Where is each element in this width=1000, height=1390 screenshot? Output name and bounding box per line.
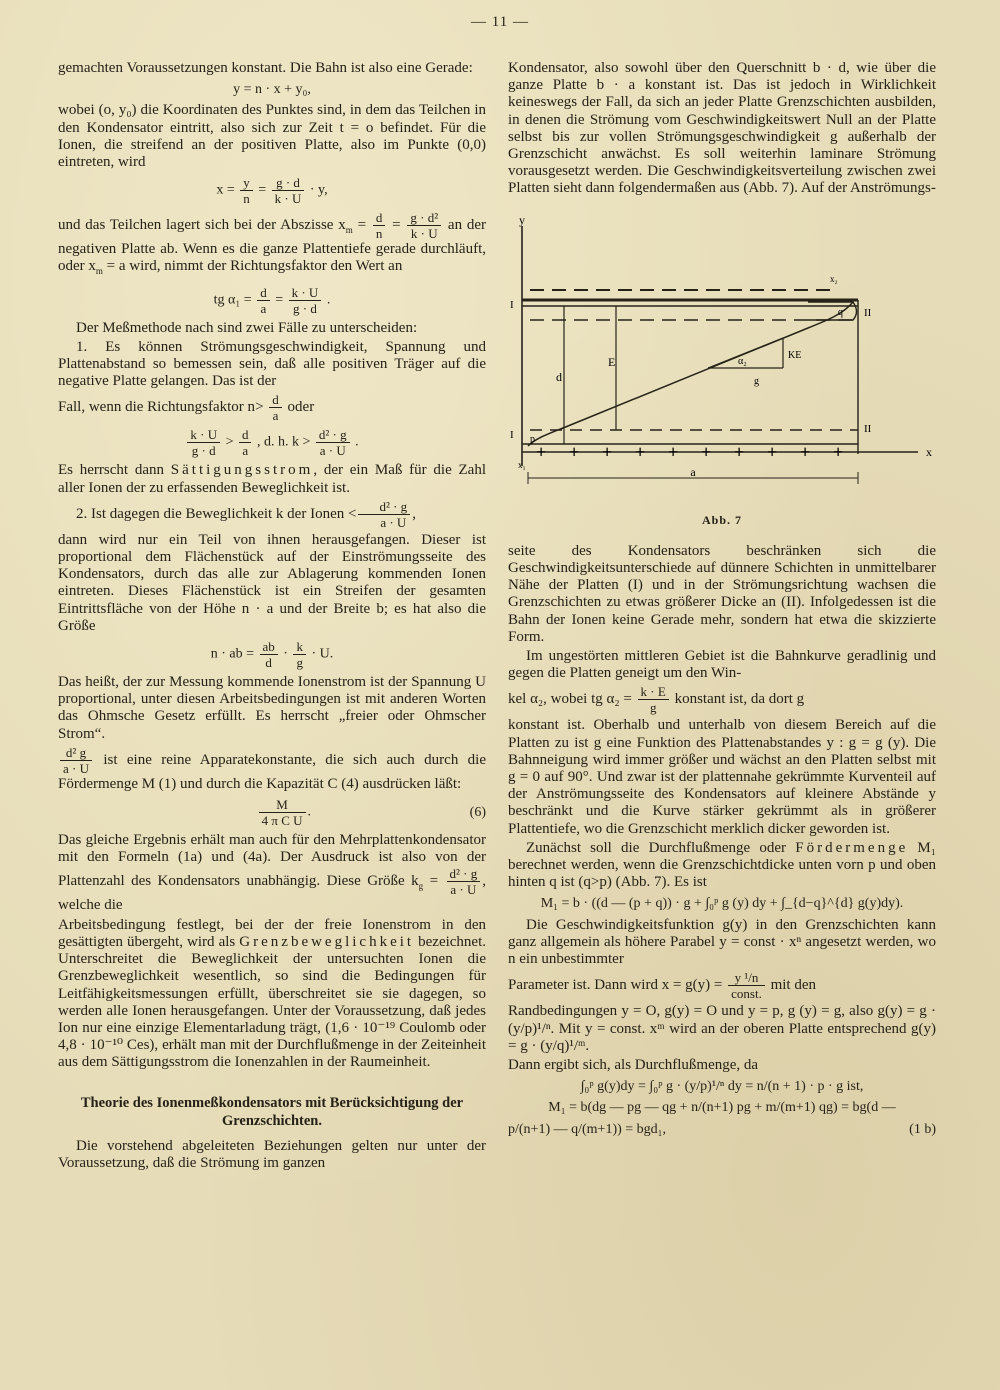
eq-lhs: x = [216,182,235,198]
label-x1: x₁ [518,459,526,470]
plus-sign: + [767,441,778,462]
plus-sign: + [701,441,712,462]
paragraph: Im ungestörten mittleren Gebiet ist die Bahnkurve geradlinig und gegen die Platten geneigt um den Win- [508,648,936,682]
plus-sign: + [569,441,580,462]
label-E: E [608,354,616,369]
equation-number: (6) [469,804,486,820]
paragraph: Dann ergibt sich, als Durchflußmenge, da [508,1056,759,1073]
equation-condition: $\frac{k \cdot U}{g \cdot d}$ > $\frac{d}{a}$ , d. h. k > $\frac{\text{d² · g}}{a \cdot U}$ . [58,427,486,458]
label-d: d [556,369,562,384]
left-column [58,60,486,1174]
paragraph: seite des Kondensators beschränken sich die Geschwindigkeitsunterschiede auf dünnere Schichten in unmittelbarer Nähe der Platten (I) und in der Strömungsrichtung wachsen die Grenzschichten zu etwas größerer Dicke an (II). Infolgedessen ist die Bahn der Ionen keine Gerade mehr, sondern hat etwa die skizzierte Form. [508,542,936,645]
label-II-bottom: II [864,422,872,435]
x-axis-label: x [926,444,932,459]
label-a: a [690,464,696,479]
plus-sign: + [800,441,811,462]
paragraph: Randbedingungen y = O, g(y) = O und y = p, g (y) = g, also g(y) = g · (y/p)¹/ⁿ. Mit y = const. xᵐ wird an der oberen Platte entsprechend g(y) = g · (y/q)¹/ᵐ. [508,1003,936,1054]
paragraph: konstant ist. Oberhalb und unterhalb von diesem Bereich auf die Platten zu ist g eine Funktion des Plattenabstandes y : g = g (y). Die Bahnneigung wird immer größer und wächst an den Platten selbst mit g = 0 auf 90°. Und zwar ist der plattennahe gekrümmte Kurventeil auf der Anströmungsseite des Kondensators auf kleinere Abstände y beschränkt und die Kurve stärker gekrümmt als in größerer Plattentiefe, wo die Grenzschicht merklich dicker geworden ist. [508,717,936,837]
fraction: $\frac{g \cdot d}{k \cdot U}$ [272,175,305,206]
plus-sign: + [833,441,844,462]
paragraph: $\frac{\text{d² g}}{a \cdot U}$ ist eine reine Apparatekonstante, die sich auch durch die Fördermenge M (1) und durch die Kapazität C (4) ausdrücken läßt: [58,744,486,792]
plus-sign: + [668,441,679,462]
paragraph: gemachten Voraussetzungen konstant. Die Bahn ist also eine Gerade: [58,60,473,76]
equation-area: n · ab = $\frac{ab}{d}$ · $\frac{k}{g}$ · U. [210,639,334,671]
paragraph: 2. Ist dagegen die Beweglichkeit k der Ionen < $\frac{\text{d² · g}}{a \cdot U}$ , [76,498,416,530]
paragraph: kel α₂, wobei tg α₂ = $\frac{k \cdot E}{g}$ konstant ist, da dort g [508,684,805,716]
fraction: $\frac{y}{n}$ [240,175,253,206]
eq-tail: · y, [309,182,328,198]
label-alpha: α₂ [738,355,747,367]
equation-integral: ∫₀ᵖ g(y)dy = ∫₀ᵖ g · (y/p)¹/ⁿ dy = n/(n + 1) · p · g ist, [580,1079,864,1095]
label-I-top: I [510,298,514,311]
condenser-diagram [508,216,936,506]
label-q: q [838,306,843,318]
paragraph: Das gleiche Ergebnis erhält man auch für den Mehrplattenkondensator mit den Formeln (1a) und (4a). Der Ausdruck ist also von der Plattenzahl des Kondensators unabhängig. Diese Größe $k_g$ = $\frac{\text{d² · g}}{a \cdot U}$ , welche die [58,832,486,914]
section-heading: Theorie des Ionenmeßkondensators mit Berücksichtigung der Grenzschichten. [80,1094,464,1129]
paragraph: dann wird nur ein Teil von ihnen herausgefangen. Dieser ist proportional dem Flächenstück auf der Einströmungsseite des Kondensators, durch das alle zur Ablagerung kommenden Ionen eintreten. Dieses Flächenstück ist ein Streifen der gesamten Eintrittsfläche von der Höhe n · a und der Breite b; es hat also die Größe [58,531,486,634]
equation-6: $\frac{M}{\text{4 π C U}}$ . (6) [58,797,486,828]
equation-number: (1 b) [909,1121,936,1137]
paragraph: wobei (o, y₀) die Koordinaten des Punktes sind, in dem das Teilchen in den Kondensator eintritt, also sich zur Zeit t = o befindet. Für die Ionen, die streifend an der positiven Platte, also im Punkte (0,0) eintreten, wird [58,102,486,171]
paragraph: Die vorstehend abgeleiteten Beziehungen gelten nur unter der Voraussetzung, daß die Strömung im ganzen [58,1137,486,1171]
label-x2: x₂ [830,273,838,284]
paragraph: Kondensator, also sowohl über den Querschnitt b · d, wie über die ganze Platte b · a konstant ist. Das ist jedoch in Wirklichkeit keineswegs der Fall, da sich an jeder Platte Grenzschichten ausbilden, in denen die Strömung vom Geschwindigkeitswert Null an der Platte selbst bis zur vollen Strömungsgeschwindigkeit g außerhalb der Grenzschicht anwächst. Es soll weiterhin laminare Strömung vorausgesetzt werden. Die Geschwindigkeitsverteilung zwischen zwei Platten sieht dann folgendermaßen aus (Abb. 7). Auf der Anströmungs- [508,60,936,197]
paragraph: Das heißt, der zur Messung kommende Ionenstrom ist der Spannung U proportional, unter diesen Arbeitsbedingungen ist mit anderen Worten das Ohmsche Gesetz erfüllt. Es herrscht „freier oder Ohmscher Strom“. [58,674,486,742]
paragraph: Der Meßmethode nach sind zwei Fälle zu unterscheiden: [76,319,418,336]
paragraph: Es herrscht dann Sättigungsstrom, der ein Maß für die Zahl aller Ionen der zu erfassenden Beweglichkeit ist. [58,462,486,496]
paragraph: Fall, wenn die Richtungsfaktor n> $\frac{d}{a}$ oder [58,392,315,424]
paragraph: Die Geschwindigkeitsfunktion g(y) in den Grenzschichten kann ganz allgemein als höhere Parabel y = const · xⁿ angesetzt werden, wo n ein unbestimmter [508,916,936,968]
paragraph: Zunächst soll die Durchflußmenge oder Fördermenge M₁ berechnet werden, wenn die Grenzschichtdicke unten vorn p und oben hinten q ist (q>p) (Abb. 7). Es ist [508,839,936,891]
equation-tg: tg α₁ = $\frac{d}{a}$ = $\frac{k \cdot U}{g \cdot d}$ . [213,284,331,316]
label-I-bottom: I [510,428,514,441]
plus-sign: + [602,441,613,462]
paragraph: Arbeitsbedingung festlegt, bei der der freie Ionenstrom in den gesättigten übergeht, wird als Grenzbeweglichkeit bezeichnet. Unterschreitet die Beweglichkeit der untersuchten Ionen die Grenzbeweglichkeit wesentlich, so sind die Bedingungen für Leitfähigkeitsmessungen erfüllt, überschreitet sie sie dagegen, so werden alle Ionen herausgefangen. Unter der Voraussetzung, daß jedes Ion nur eine einzige Elementarladung trägt, (1,6 · 10⁻¹⁹ Coulomb oder 4,8 · 10⁻¹⁰ Ces), erhält man mit der Durchflußmenge in der Zeiteinheit aus dem Sättigungsstrom die Ionenzahlen in der Raumeinheit. [58,916,486,1071]
label-p: p [530,433,535,445]
figure-abb-7 [508,216,936,506]
equation-M1: M₁ = b · ((d — (p + q)) · g + ∫₀ᵖ g (y) dy + ∫_{d−q}^{d} g(y)dy). [540,896,904,912]
plus-sign: + [734,441,745,462]
paragraph: 1. Es können Strömungsgeschwindigkeit, Spannung und Plattenabstand so bemessen sein, daß alle positiven Träger auf die negative Platte gelangen. Das ist der [58,338,486,390]
ion-trajectory [528,302,853,446]
paragraph: und das Teilchen lagert sich bei der Abszisse $x_m$ = $\frac{d}{n}$ = $\frac{\text{g · d²}}{k \cdot U}$ an der negativen Platte ab. Wenn es die ganze Plattentiefe gerade durchläuft, oder $x_m = a$ wird, nimmt der Richtungsfaktor den Wert an [58,210,487,277]
equation-x [58,175,486,206]
plus-sign: + [536,441,547,462]
right-column [508,60,936,1142]
equation-1b: p/(n+1) — q/(m+1)) = bgd₁, (1 b) [508,1121,936,1137]
figure-caption: Abb. 7 [701,512,742,527]
label-KE: KE [788,349,802,361]
equation-M1-result: M₁ = b(dg — pg — qg + n/(n+1) pg + m/(m+1) qg) = bg(d — [548,1100,896,1116]
page-number: — 11 — [471,14,529,30]
equation-line: y = n · x + y₀, [233,82,311,98]
paragraph: Parameter ist. Dann wird x = g(y) = $\frac{\text{y ¹/n}}{\text{const.}}$ mit den [508,970,816,1002]
eq-op: = [258,182,267,198]
y-axis-label: y [519,215,525,227]
label-II-top: II [864,306,872,319]
plus-sign: + [635,441,646,462]
label-g: g [754,375,759,387]
